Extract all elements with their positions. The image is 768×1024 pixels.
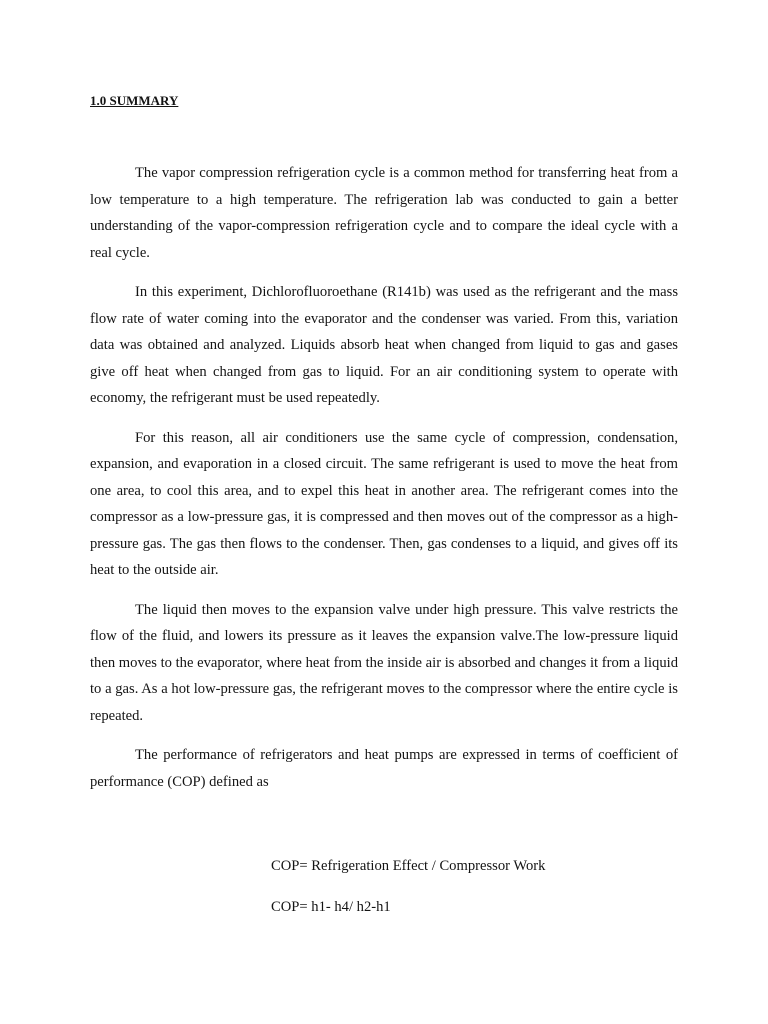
summary-body — [90, 160, 678, 808]
paragraph-cop-definition: The performance of refrigerators and heat pumps are expressed in terms of coefficient of performance (COP) defined as — [90, 747, 678, 790]
cop-formula-definition: COP= Refrigeration Effect / Compressor Work — [271, 858, 546, 874]
section-heading: 1.0 SUMMARY — [90, 93, 179, 108]
cop-formula-enthalpy: COP= h1- h4/ h2-h1 — [271, 899, 391, 915]
paragraph-vapor-compression-intro: The vapor compression refrigeration cycle is a common method for transferring heat from a low temperature to a high temperature. The refrigeration lab was conducted to gain a better understanding of the vapor-compression refrigeration cycle and to compare the ideal cycle with a real cycle. — [90, 165, 678, 261]
paragraph-expansion-valve: The liquid then moves to the expansion valve under high pressure. This valve restricts the flow of the fluid, and lowers its pressure as it leaves the expansion valve.The low-pressure liquid then moves to the evaporator, where heat from the inside air is absorbed and changes it from a liquid to a gas. As a hot low-pressure gas, the refrigerant moves to the compressor where the entire cycle is repeated. — [90, 601, 678, 724]
paragraph-air-conditioner-cycle: For this reason, all air conditioners use the same cycle of compression, condensation, expansion, and evaporation in a closed circuit. The same refrigerant is used to move the heat from one area, to cool this area, and to expel this heat in another area. The refrigerant comes into the compressor as a low-pressure gas, it is compressed and then moves out of the compressor as a high-pressure gas. The gas then flows to the condenser. Then, gas condenses to a liquid, and gives off its heat to the outside air. — [90, 429, 678, 578]
paragraph-experiment-refrigerant: In this experiment, Dichlorofluoroethane (R141b) was used as the refrigerant and the mass flow rate of water coming into the evaporator and the condenser was varied. From this, variation data was obtained and analyzed. Liquids absorb heat when changed from liquid to gas and gases give off heat when changed from gas to liquid. For an air conditioning system to operate with economy, the refrigerant must be used repeatedly. — [90, 284, 678, 406]
